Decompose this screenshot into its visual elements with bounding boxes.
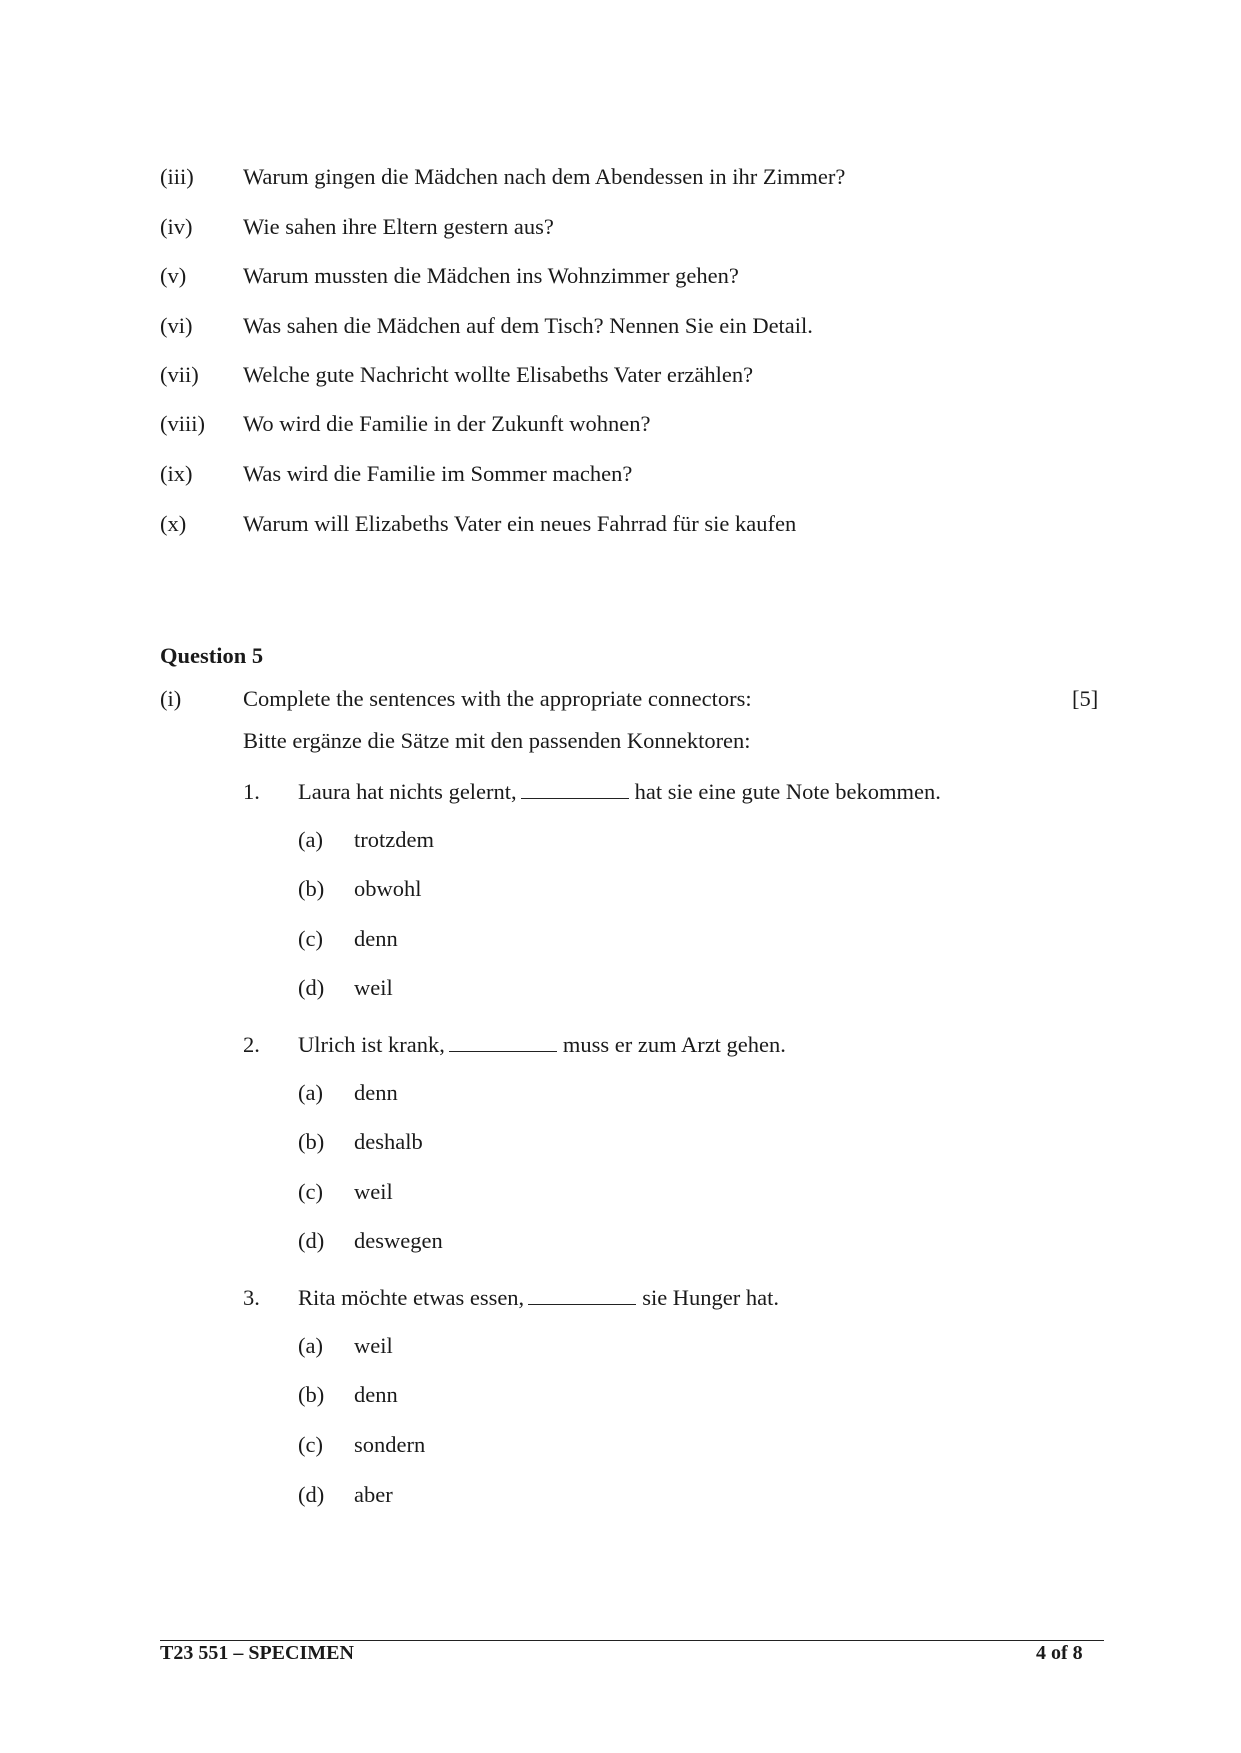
option-label: (c) bbox=[298, 1432, 323, 1457]
option-text: weil bbox=[354, 975, 393, 1000]
option-text: denn bbox=[354, 926, 398, 951]
sentence-start: Ulrich ist krank, bbox=[298, 1032, 445, 1057]
answer-blank bbox=[521, 797, 629, 799]
question-text: Welche gute Nachricht wollte Elisabeths Vater erzählen? bbox=[243, 362, 754, 387]
option-label: (b) bbox=[298, 876, 325, 901]
question-text: Warum gingen die Mädchen nach dem Abendessen in ihr Zimmer? bbox=[243, 164, 846, 189]
question-number: (vii) bbox=[160, 362, 199, 387]
question-number: (v) bbox=[160, 263, 187, 288]
option-text: denn bbox=[354, 1382, 398, 1407]
option-text: trotzdem bbox=[354, 827, 434, 852]
question-number: (iv) bbox=[160, 214, 193, 239]
answer-blank bbox=[449, 1050, 557, 1052]
instruction-english: Complete the sentences with the appropriate connectors: bbox=[243, 686, 752, 711]
question-text: Warum will Elizabeths Vater ein neues Fahrrad für sie kaufen bbox=[243, 511, 797, 536]
sentence bbox=[298, 1285, 779, 1311]
option-label: (a) bbox=[298, 827, 323, 852]
item-number: 2. bbox=[243, 1032, 260, 1057]
option-text: weil bbox=[354, 1333, 393, 1358]
option-label: (d) bbox=[298, 1482, 325, 1507]
sentence-start: Laura hat nichts gelernt, bbox=[298, 779, 517, 804]
item-number: 3. bbox=[243, 1285, 260, 1310]
option-label: (c) bbox=[298, 926, 323, 951]
option-text: deswegen bbox=[354, 1228, 443, 1253]
option-label: (d) bbox=[298, 1228, 325, 1253]
sentence-start: Rita möchte etwas essen, bbox=[298, 1285, 525, 1310]
sentence bbox=[298, 779, 941, 805]
question-text: Was sahen die Mädchen auf dem Tisch? Nennen Sie ein Detail. bbox=[243, 313, 813, 338]
question-number: (ix) bbox=[160, 461, 193, 486]
option-label: (a) bbox=[298, 1080, 323, 1105]
option-label: (a) bbox=[298, 1333, 323, 1358]
footer-divider bbox=[160, 1640, 1104, 1641]
question-number: (viii) bbox=[160, 411, 205, 436]
question-text: Wie sahen ihre Eltern gestern aus? bbox=[243, 214, 554, 239]
question-number: (iii) bbox=[160, 164, 194, 189]
part-number: (i) bbox=[160, 686, 182, 711]
option-text: sondern bbox=[354, 1432, 426, 1457]
question-number: (vi) bbox=[160, 313, 193, 338]
option-text: weil bbox=[354, 1179, 393, 1204]
option-label: (b) bbox=[298, 1382, 325, 1407]
marks: [5] bbox=[1072, 686, 1099, 711]
item-number: 1. bbox=[243, 779, 260, 804]
question-text: Was wird die Familie im Sommer machen? bbox=[243, 461, 633, 486]
question-text: Warum mussten die Mädchen ins Wohnzimmer gehen? bbox=[243, 263, 739, 288]
sentence bbox=[298, 1032, 786, 1058]
sentence-end: sie Hunger hat. bbox=[642, 1285, 780, 1310]
option-text: obwohl bbox=[354, 876, 422, 901]
option-text: denn bbox=[354, 1080, 398, 1105]
instruction-german: Bitte ergänze die Sätze mit den passenden Konnektoren: bbox=[243, 728, 751, 753]
question-text: Wo wird die Familie in der Zukunft wohnen? bbox=[243, 411, 651, 436]
option-text: deshalb bbox=[354, 1129, 423, 1154]
footer-code: T23 551 – SPECIMEN bbox=[160, 1642, 354, 1664]
answer-blank bbox=[528, 1303, 636, 1305]
question-5-title: Question 5 bbox=[160, 643, 264, 668]
sentence-end: muss er zum Arzt gehen. bbox=[562, 1032, 786, 1057]
option-text: aber bbox=[354, 1482, 393, 1507]
question-number: (x) bbox=[160, 511, 187, 536]
option-label: (c) bbox=[298, 1179, 323, 1204]
sentence-end: hat sie eine gute Note bekommen. bbox=[634, 779, 941, 804]
page-number: 4 of 8 bbox=[1036, 1642, 1083, 1664]
option-label: (b) bbox=[298, 1129, 325, 1154]
option-label: (d) bbox=[298, 975, 325, 1000]
